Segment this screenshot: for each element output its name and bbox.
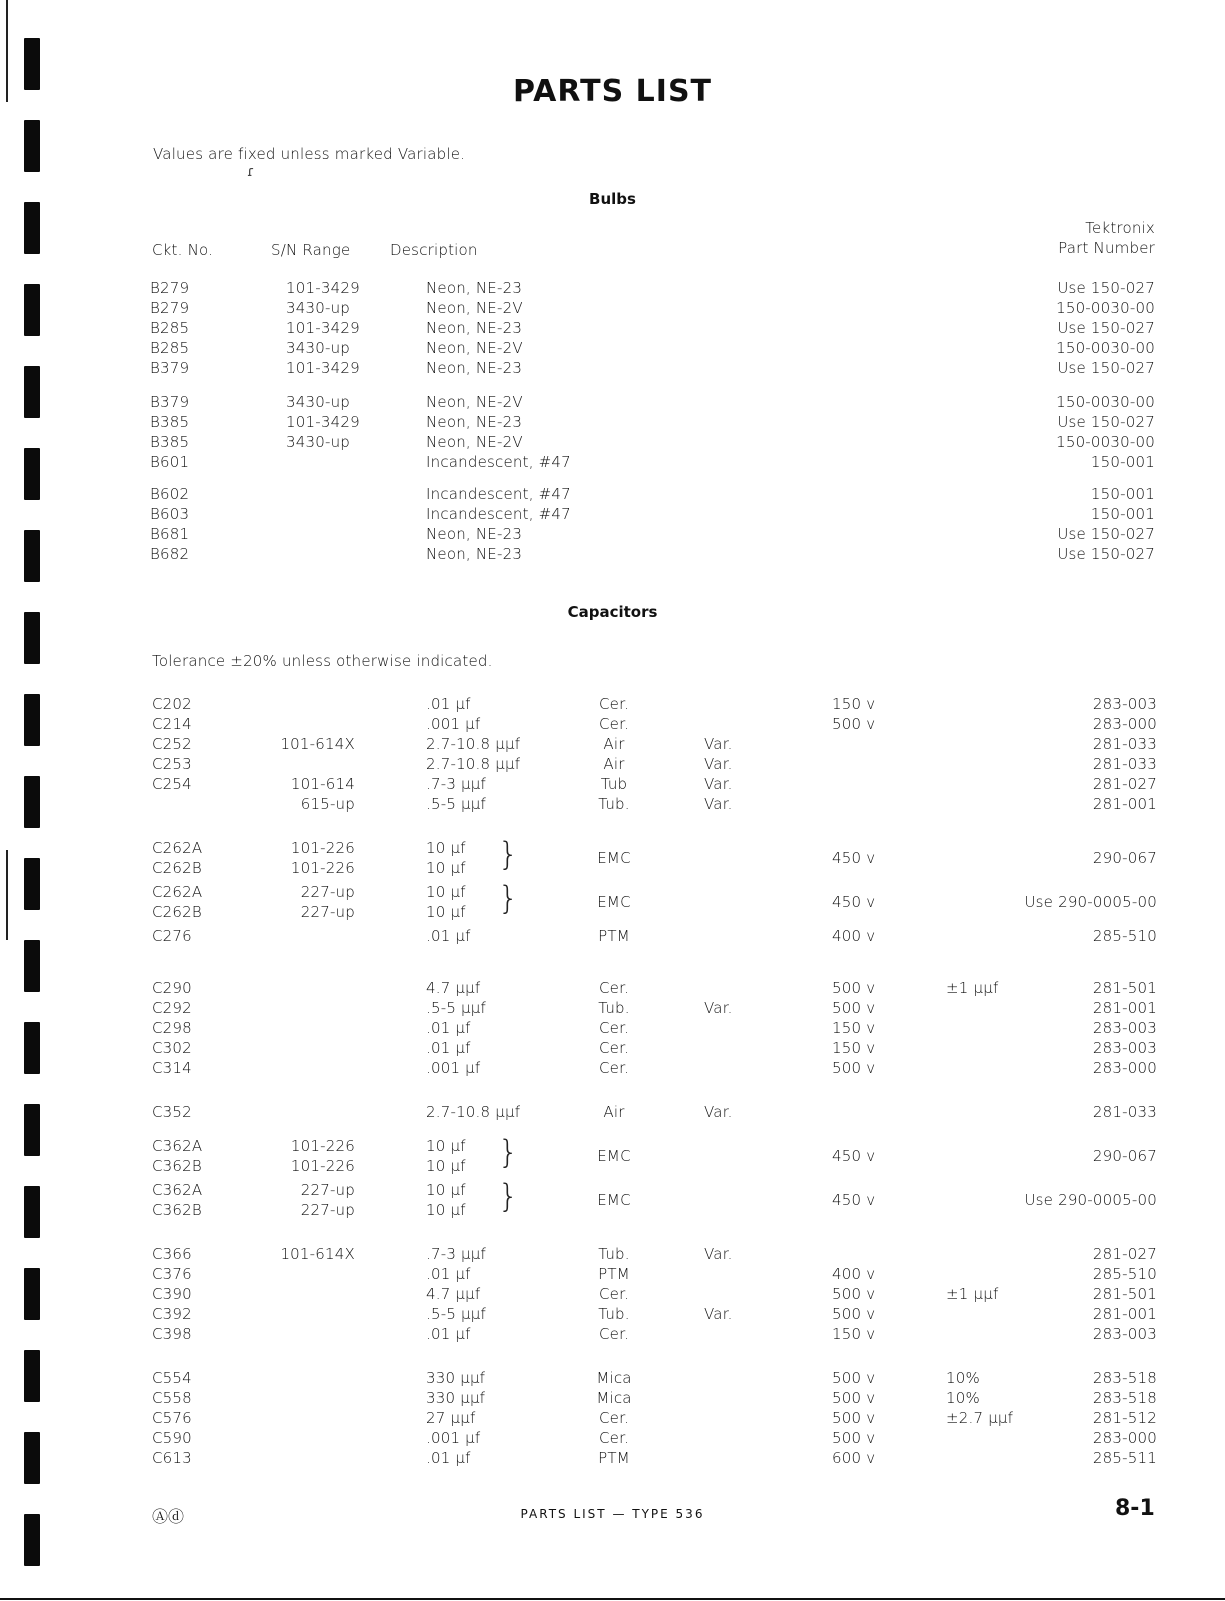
cap-variable: Var. xyxy=(704,795,733,813)
logo-mark: Ⓐⓓ xyxy=(152,1507,185,1526)
cap-part-number: 281-027 xyxy=(1092,775,1157,793)
cap-ckt: C262B xyxy=(152,859,202,877)
cap-voltage: 450 v xyxy=(832,893,876,911)
bulb-part-number: Use 150-027 xyxy=(1057,413,1155,431)
cap-ckt: C398 xyxy=(152,1325,192,1343)
cap-value: .5-5 µµf xyxy=(426,795,487,813)
binder-hole xyxy=(24,776,40,828)
bulb-description: Neon, NE-23 xyxy=(426,319,523,337)
cap-tolerance: ±2.7 µµf xyxy=(946,1409,1014,1427)
cap-voltage: 400 v xyxy=(832,1265,876,1283)
cap-type: Air xyxy=(603,755,625,773)
cap-sn-range: 227-up xyxy=(300,883,355,901)
cap-voltage: 500 v xyxy=(832,1409,876,1427)
bulb-sn-range: 101-3429 xyxy=(286,359,360,377)
cap-type: Tub. xyxy=(598,1245,630,1263)
bulb-part-number: Use 150-027 xyxy=(1057,319,1155,337)
cap-ckt: C392 xyxy=(152,1305,192,1323)
cap-type: Mica xyxy=(596,1369,632,1387)
cap-value: 330 µµf xyxy=(426,1389,486,1407)
cap-value: 2.7-10.8 µµf xyxy=(426,1103,521,1121)
cap-value: 4.7 µµf xyxy=(426,979,481,997)
cap-type: EMC xyxy=(597,1147,631,1165)
cap-type: Tub. xyxy=(598,999,630,1017)
cap-part-number: 285-510 xyxy=(1092,927,1157,945)
bulb-part-number: 150-001 xyxy=(1090,453,1155,471)
cap-part-number: 290-067 xyxy=(1092,849,1157,867)
bulb-description: Neon, NE-23 xyxy=(426,279,523,297)
bulb-part-number: Use 150-027 xyxy=(1057,525,1155,543)
binder-hole xyxy=(24,694,40,746)
cap-sn-range: 101-226 xyxy=(290,1137,355,1155)
cap-part-number: Use 290-0005-00 xyxy=(1024,893,1157,911)
cap-value: .7-3 µµf xyxy=(426,775,487,793)
cap-ckt: C576 xyxy=(152,1409,192,1427)
handwritten-mark: ɾ xyxy=(247,164,255,180)
cap-value: .01 µf xyxy=(426,1325,471,1343)
cap-tolerance: ±1 µµf xyxy=(946,1285,999,1303)
cap-tolerance: 10% xyxy=(946,1389,980,1407)
cap-ckt: C376 xyxy=(152,1265,192,1283)
cap-ckt: C558 xyxy=(152,1389,192,1407)
cap-voltage: 500 v xyxy=(832,979,876,997)
cap-value: .001 µf xyxy=(426,1059,481,1077)
cap-ckt: C262A xyxy=(152,883,203,901)
cap-type: Cer. xyxy=(598,695,630,713)
bulb-part-number: Use 150-027 xyxy=(1057,359,1155,377)
cap-sn-range: 101-614X xyxy=(280,735,355,753)
cap-part-number: 285-511 xyxy=(1092,1449,1157,1467)
cap-part-number: 281-001 xyxy=(1092,795,1157,813)
cap-sn-range: 101-614X xyxy=(280,1245,355,1263)
cap-value: .001 µf xyxy=(426,715,481,733)
cap-value: .01 µf xyxy=(426,1265,471,1283)
cap-value: .01 µf xyxy=(426,1449,471,1467)
cap-voltage: 450 v xyxy=(832,1191,876,1209)
bulb-sn-range: 3430-up xyxy=(286,393,351,411)
bulb-description: Neon, NE-2V xyxy=(426,393,523,411)
brace-mark: } xyxy=(498,835,519,873)
bulb-ckt: B602 xyxy=(150,485,190,503)
cap-type: Cer. xyxy=(598,1409,630,1427)
cap-variable: Var. xyxy=(704,1245,733,1263)
cap-ckt: C613 xyxy=(152,1449,192,1467)
cap-value: .001 µf xyxy=(426,1429,481,1447)
header-tektronix: Tektronix xyxy=(1085,219,1155,237)
cap-sn-range: 101-226 xyxy=(290,859,355,877)
cap-type: Cer. xyxy=(598,1039,630,1057)
cap-value: 4.7 µµf xyxy=(426,1285,481,1303)
cap-part-number: 283-518 xyxy=(1092,1389,1157,1407)
cap-part-number: 290-067 xyxy=(1092,1147,1157,1165)
bulb-ckt: B285 xyxy=(150,319,190,337)
cap-part-number: 281-501 xyxy=(1092,979,1157,997)
bulb-ckt: B603 xyxy=(150,505,190,523)
cap-ckt: C362B xyxy=(152,1157,202,1175)
cap-value: 10 µf xyxy=(426,883,466,901)
header-ckt: Ckt. No. xyxy=(152,241,214,259)
cap-part-number: 283-000 xyxy=(1092,1429,1157,1447)
cap-variable: Var. xyxy=(704,775,733,793)
binder-hole xyxy=(24,530,40,582)
binder-hole xyxy=(24,1268,40,1320)
cap-value: 27 µµf xyxy=(426,1409,476,1427)
cap-part-number: 283-000 xyxy=(1092,715,1157,733)
cap-value: .01 µf xyxy=(426,1039,471,1057)
bulb-sn-range: 101-3429 xyxy=(286,319,360,337)
cap-part-number: 283-003 xyxy=(1092,1325,1157,1343)
bulb-ckt: B681 xyxy=(150,525,190,543)
values-note: Values are fixed unless marked Variable. xyxy=(153,145,466,163)
cap-type: Tub. xyxy=(598,1305,630,1323)
cap-value: 10 µf xyxy=(426,859,466,877)
bulbs-heading: Bulbs xyxy=(589,190,636,208)
cap-ckt: C366 xyxy=(152,1245,192,1263)
cap-sn-range: 227-up xyxy=(300,903,355,921)
binder-hole xyxy=(24,1186,40,1238)
cap-type: Cer. xyxy=(598,979,630,997)
bulb-ckt: B379 xyxy=(150,359,190,377)
bulb-description: Neon, NE-23 xyxy=(426,413,523,431)
cap-ckt: C202 xyxy=(152,695,192,713)
cap-type: Tub. xyxy=(598,795,630,813)
bulb-ckt: B601 xyxy=(150,453,190,471)
cap-voltage: 500 v xyxy=(832,1305,876,1323)
bulb-sn-range: 3430-up xyxy=(286,339,351,357)
cap-sn-range: 227-up xyxy=(300,1201,355,1219)
cap-type: Air xyxy=(603,735,625,753)
cap-ckt: C262A xyxy=(152,839,203,857)
cap-ckt: C302 xyxy=(152,1039,192,1057)
cap-ckt: C554 xyxy=(152,1369,192,1387)
cap-type: Cer. xyxy=(598,1429,630,1447)
cap-value: 2.7-10.8 µµf xyxy=(426,755,521,773)
cap-sn-range: 101-614 xyxy=(290,775,355,793)
binder-hole xyxy=(24,120,40,172)
cap-ckt: C252 xyxy=(152,735,192,753)
header-sn: S/N Range xyxy=(271,241,351,259)
cap-ckt: C362B xyxy=(152,1201,202,1219)
cap-sn-range: 101-226 xyxy=(290,1157,355,1175)
cap-value: .5-5 µµf xyxy=(426,1305,487,1323)
binder-hole xyxy=(24,1432,40,1484)
bulb-ckt: B279 xyxy=(150,279,190,297)
cap-part-number: 281-033 xyxy=(1092,735,1157,753)
cap-variable: Var. xyxy=(704,755,733,773)
cap-value: 10 µf xyxy=(426,1157,466,1175)
cap-variable: Var. xyxy=(704,1103,733,1121)
cap-value: 2.7-10.8 µµf xyxy=(426,735,521,753)
bulb-part-number: 150-0030-00 xyxy=(1056,393,1155,411)
bulb-sn-range: 101-3429 xyxy=(286,413,360,431)
cap-type: PTM xyxy=(598,1265,630,1283)
brace-mark: } xyxy=(498,879,519,917)
bulb-description: Neon, NE-23 xyxy=(426,359,523,377)
bulb-part-number: 150-001 xyxy=(1090,485,1155,503)
cap-variable: Var. xyxy=(704,999,733,1017)
page-edge-mark xyxy=(6,850,8,940)
cap-ckt: C290 xyxy=(152,979,192,997)
bulb-part-number: Use 150-027 xyxy=(1057,279,1155,297)
bulb-ckt: B682 xyxy=(150,545,190,563)
cap-type: EMC xyxy=(597,1191,631,1209)
cap-ckt: C352 xyxy=(152,1103,192,1121)
bulb-description: Neon, NE-2V xyxy=(426,299,523,317)
capacitors-heading: Capacitors xyxy=(567,603,658,621)
cap-voltage: 500 v xyxy=(832,1429,876,1447)
cap-voltage: 500 v xyxy=(832,999,876,1017)
cap-part-number: 285-510 xyxy=(1092,1265,1157,1283)
cap-tolerance: ±1 µµf xyxy=(946,979,999,997)
cap-voltage: 500 v xyxy=(832,1285,876,1303)
cap-part-number: 281-512 xyxy=(1092,1409,1157,1427)
cap-ckt: C214 xyxy=(152,715,192,733)
cap-variable: Var. xyxy=(704,1305,733,1323)
cap-variable: Var. xyxy=(704,735,733,753)
cap-voltage: 500 v xyxy=(832,1389,876,1407)
page-number: 8-1 xyxy=(1115,1496,1155,1521)
binder-hole xyxy=(24,1104,40,1156)
bulb-sn-range: 3430-up xyxy=(286,299,351,317)
bulb-ckt: B379 xyxy=(150,393,190,411)
page-title: PARTS LIST xyxy=(512,74,713,109)
bulb-sn-range: 101-3429 xyxy=(286,279,360,297)
bulb-part-number: Use 150-027 xyxy=(1057,545,1155,563)
bulb-part-number: 150-001 xyxy=(1090,505,1155,523)
cap-value: .01 µf xyxy=(426,927,471,945)
cap-part-number: 283-000 xyxy=(1092,1059,1157,1077)
bulb-part-number: 150-0030-00 xyxy=(1056,433,1155,451)
bulb-description: Neon, NE-23 xyxy=(426,525,523,543)
bulb-description: Neon, NE-23 xyxy=(426,545,523,563)
cap-tolerance: 10% xyxy=(946,1369,980,1387)
cap-value: .01 µf xyxy=(426,695,471,713)
cap-value: 10 µf xyxy=(426,839,466,857)
bulb-part-number: 150-0030-00 xyxy=(1056,339,1155,357)
cap-value: 330 µµf xyxy=(426,1369,486,1387)
cap-voltage: 500 v xyxy=(832,1059,876,1077)
cap-value: 10 µf xyxy=(426,1137,466,1155)
cap-type: Cer. xyxy=(598,1285,630,1303)
cap-part-number: 281-033 xyxy=(1092,1103,1157,1121)
cap-voltage: 450 v xyxy=(832,849,876,867)
binder-hole xyxy=(24,366,40,418)
binder-hole xyxy=(24,858,40,910)
cap-ckt: C292 xyxy=(152,999,192,1017)
cap-voltage: 450 v xyxy=(832,1147,876,1165)
brace-mark: } xyxy=(498,1133,519,1171)
cap-voltage: 400 v xyxy=(832,927,876,945)
binder-hole xyxy=(24,284,40,336)
cap-value: 10 µf xyxy=(426,903,466,921)
cap-value: .01 µf xyxy=(426,1019,471,1037)
cap-voltage: 150 v xyxy=(832,1019,876,1037)
bulb-ckt: B385 xyxy=(150,433,190,451)
bulb-description: Neon, NE-2V xyxy=(426,433,523,451)
cap-ckt: C390 xyxy=(152,1285,192,1303)
cap-value: 10 µf xyxy=(426,1201,466,1219)
cap-voltage: 600 v xyxy=(832,1449,876,1467)
cap-part-number: 281-501 xyxy=(1092,1285,1157,1303)
cap-voltage: 500 v xyxy=(832,715,876,733)
cap-type: EMC xyxy=(597,893,631,911)
cap-ckt: C253 xyxy=(152,755,192,773)
binder-hole xyxy=(24,448,40,500)
cap-ckt: C254 xyxy=(152,775,192,793)
bulb-ckt: B385 xyxy=(150,413,190,431)
cap-ckt: C276 xyxy=(152,927,192,945)
bulb-description: Incandescent, #47 xyxy=(426,485,571,503)
cap-type: EMC xyxy=(597,849,631,867)
cap-type: PTM xyxy=(598,1449,630,1467)
binder-hole xyxy=(24,202,40,254)
cap-type: Cer. xyxy=(598,1059,630,1077)
cap-ckt: C590 xyxy=(152,1429,192,1447)
bulb-description: Neon, NE-2V xyxy=(426,339,523,357)
cap-type: Tub xyxy=(600,775,628,793)
bulb-ckt: B285 xyxy=(150,339,190,357)
cap-part-number: 281-033 xyxy=(1092,755,1157,773)
cap-part-number: 283-003 xyxy=(1092,695,1157,713)
cap-value: .5-5 µµf xyxy=(426,999,487,1017)
cap-type: PTM xyxy=(598,927,630,945)
cap-ckt: C362A xyxy=(152,1137,203,1155)
cap-part-number: 281-001 xyxy=(1092,999,1157,1017)
page-bottom-border xyxy=(0,1598,1225,1600)
header-part-number: Part Number xyxy=(1058,239,1155,257)
cap-voltage: 150 v xyxy=(832,695,876,713)
cap-value: .7-3 µµf xyxy=(426,1245,487,1263)
cap-type: Cer. xyxy=(598,1325,630,1343)
header-description: Description xyxy=(390,241,478,259)
cap-part-number: Use 290-0005-00 xyxy=(1024,1191,1157,1209)
cap-sn-range: 615-up xyxy=(300,795,355,813)
bulb-sn-range: 3430-up xyxy=(286,433,351,451)
cap-ckt: C362A xyxy=(152,1181,203,1199)
bulb-description: Incandescent, #47 xyxy=(426,505,571,523)
tolerance-note: Tolerance ±20% unless otherwise indicated. xyxy=(152,652,493,670)
cap-voltage: 150 v xyxy=(832,1325,876,1343)
cap-sn-range: 227-up xyxy=(300,1181,355,1199)
cap-ckt: C314 xyxy=(152,1059,192,1077)
cap-type: Cer. xyxy=(598,1019,630,1037)
cap-part-number: 281-027 xyxy=(1092,1245,1157,1263)
binder-hole xyxy=(24,1514,40,1566)
bulb-description: Incandescent, #47 xyxy=(426,453,571,471)
cap-part-number: 283-003 xyxy=(1092,1019,1157,1037)
cap-part-number: 281-001 xyxy=(1092,1305,1157,1323)
cap-voltage: 150 v xyxy=(832,1039,876,1057)
cap-value: 10 µf xyxy=(426,1181,466,1199)
footer-title: PARTS LIST — TYPE 536 xyxy=(520,1507,705,1521)
bulb-part-number: 150-0030-00 xyxy=(1056,299,1155,317)
binder-hole xyxy=(24,940,40,992)
brace-mark: } xyxy=(498,1177,519,1215)
bulb-ckt: B279 xyxy=(150,299,190,317)
cap-ckt: C298 xyxy=(152,1019,192,1037)
cap-type: Air xyxy=(603,1103,625,1121)
binder-hole xyxy=(24,1350,40,1402)
cap-type: Mica xyxy=(596,1389,632,1407)
cap-part-number: 283-003 xyxy=(1092,1039,1157,1057)
cap-sn-range: 101-226 xyxy=(290,839,355,857)
cap-ckt: C262B xyxy=(152,903,202,921)
cap-part-number: 283-518 xyxy=(1092,1369,1157,1387)
cap-voltage: 500 v xyxy=(832,1369,876,1387)
cap-type: Cer. xyxy=(598,715,630,733)
binder-hole xyxy=(24,1022,40,1074)
